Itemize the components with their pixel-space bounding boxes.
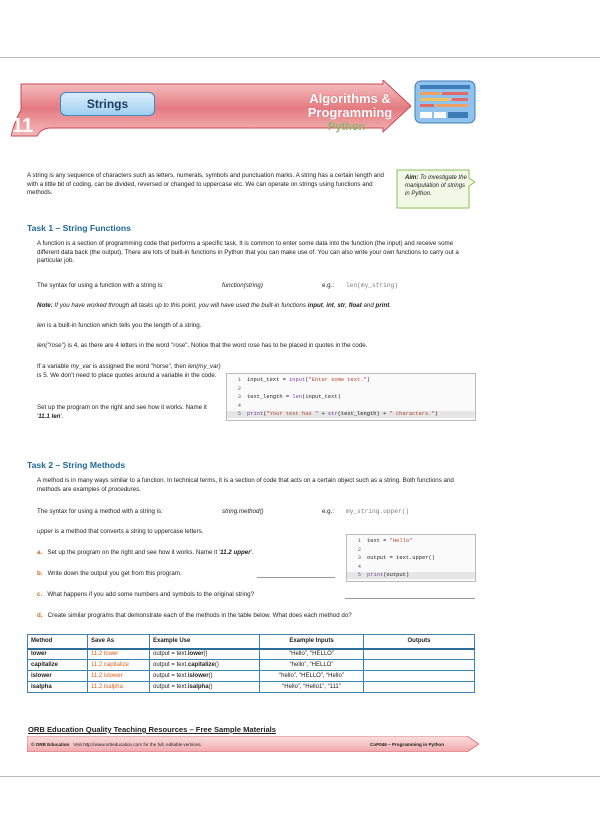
cell-example-use: output = text.islower() bbox=[150, 671, 260, 682]
task1-var-paragraph bbox=[37, 363, 222, 380]
line-number: 2 bbox=[237, 385, 241, 392]
course-subtitle: Python bbox=[328, 121, 366, 133]
line-number: 5 bbox=[237, 411, 241, 417]
footer-copyright: © ORB Education bbox=[31, 742, 70, 747]
line-code: print("Your text has " + str(text_length) + " characters.") bbox=[247, 411, 438, 417]
task2-p1-em: procedures bbox=[108, 485, 140, 493]
note-fn-print: print bbox=[375, 302, 390, 309]
item-a-text: Set up the program on the right and see how it works. Name it ' bbox=[47, 549, 221, 556]
cell-save-as: 11.2 lower bbox=[88, 649, 150, 660]
setup-text: Set up the program on the right and see how it works. Name it ' bbox=[37, 404, 207, 420]
footer-title: ORB Education Quality Teaching Resources – Free Sample Materials bbox=[28, 725, 276, 734]
footer-visit: Visit http://www.orbeducation.com for the full, editable versions. bbox=[73, 742, 202, 747]
cell-example-use: output = text.lower() bbox=[150, 649, 260, 660]
upper-word: upper bbox=[37, 528, 53, 535]
task2-intro-paragraph: A method is in many ways similar to a function. In technical terms, it is a section of code that acts on a certain object such as a string. Both functions and methods are examples of procedures. bbox=[37, 477, 454, 493]
cell-example-use: output = text.isalpha() bbox=[150, 682, 260, 693]
cell-example-inputs: “hello”, “HELLO” bbox=[260, 660, 364, 671]
setup-program-name: 11.1 len bbox=[38, 412, 61, 420]
cell-example-inputs: “Hello”, “HELLO” bbox=[260, 649, 364, 660]
table-row bbox=[28, 660, 475, 671]
cell-example-inputs: “hello”, “HELLO”, “Hello” bbox=[260, 671, 364, 682]
task1-code-editor[interactable] bbox=[226, 373, 476, 421]
task2-eg-value: my_string.upper() bbox=[346, 508, 410, 515]
task2-syntax-value: string.method() bbox=[222, 508, 264, 515]
code-line[interactable] bbox=[227, 411, 475, 418]
intro-paragraph: A string is any sequence of characters such as letters, numerals, symbols and punctuation marks. A string has a certain length and with a little bit of coding, can be divided, reversed or changed to uppercase etc. We can operate on strings using functions and methods. bbox=[27, 172, 384, 197]
item-c-letter: c. bbox=[37, 591, 43, 598]
line-code: print(output) bbox=[367, 572, 410, 578]
task2-heading: Task 2 – String Methods bbox=[27, 460, 126, 470]
task2-item-b bbox=[37, 570, 182, 579]
rose-text: is 4, as there are 4 letters in the word "rose". Notice that the word bbox=[67, 342, 246, 349]
cell-method: capitalize bbox=[28, 660, 88, 671]
note-text: If you have worked through all tasks up to this point, you will have used the built-in functions bbox=[54, 302, 306, 309]
note-and: and bbox=[363, 302, 374, 309]
task1-syntax-value: function(string) bbox=[222, 282, 263, 289]
line-number: 1 bbox=[237, 377, 241, 383]
code-window-logo-icon bbox=[414, 80, 476, 124]
task1-note: Note: If you have worked through all tasks up to this point, you will have used the built-in functions input, int, str, float and print. bbox=[37, 302, 392, 309]
len-desc: is a built-in function which tells you the length of a string. bbox=[47, 322, 202, 329]
cell-example-use: output = text.capitalize() bbox=[150, 660, 260, 671]
line-number: 4 bbox=[357, 563, 361, 570]
task1-setup-paragraph bbox=[37, 404, 217, 421]
code-line[interactable] bbox=[347, 564, 475, 571]
header-outputs: Outputs bbox=[364, 635, 475, 649]
course-title bbox=[300, 92, 400, 120]
rose-expr: len("rose") bbox=[37, 342, 66, 349]
table-header-row bbox=[28, 635, 475, 649]
item-b-text: Write down the output you get from this program. bbox=[47, 570, 182, 577]
item-b-letter: b. bbox=[37, 570, 43, 577]
len-word: len bbox=[37, 322, 46, 329]
item-a-letter: a. bbox=[37, 549, 43, 556]
line-number: 2 bbox=[357, 546, 361, 553]
task1-rose-paragraph bbox=[37, 342, 477, 351]
task1-heading: Task 1 – String Functions bbox=[27, 223, 131, 233]
cell-outputs[interactable] bbox=[364, 660, 475, 671]
line-code: input_text = input("Enter some text.") bbox=[247, 377, 370, 383]
note-label: Note: bbox=[37, 302, 53, 309]
line-number: 3 bbox=[357, 555, 361, 561]
cell-outputs[interactable] bbox=[364, 649, 475, 660]
header-save-as: Save As bbox=[88, 635, 150, 649]
setup-end: '. bbox=[60, 412, 64, 420]
item-d-text: Create similar programs that demonstrate each of the methods in the table below. What does each method do? bbox=[47, 612, 352, 619]
aim-label: Aim: bbox=[405, 175, 419, 181]
code-line[interactable] bbox=[227, 403, 475, 410]
line-number: 4 bbox=[237, 402, 241, 409]
task1-len-paragraph bbox=[37, 322, 201, 331]
code-line[interactable] bbox=[347, 555, 475, 562]
item-c-answer-line[interactable] bbox=[345, 598, 475, 599]
var-expr: len(my_var) bbox=[187, 363, 221, 370]
cell-method: islower bbox=[28, 671, 88, 682]
item-a-tail: '. bbox=[250, 549, 254, 556]
task2-syntax-label: The syntax for using a method with a string is: bbox=[37, 508, 163, 515]
cell-example-inputs: “Hello”, “Hello1”, “111” bbox=[260, 682, 364, 693]
cell-outputs[interactable] bbox=[364, 671, 475, 682]
task2-eg-label: e.g.: bbox=[322, 508, 335, 515]
item-d-letter: d. bbox=[37, 612, 43, 619]
header-example-use: Example Use bbox=[150, 635, 260, 649]
task2-upper-paragraph bbox=[37, 528, 203, 537]
rose-tail: has to be placed in quotes in the code. bbox=[261, 342, 368, 349]
var-name: my_var bbox=[70, 363, 92, 370]
task1-eg-value: len(my_string) bbox=[346, 282, 398, 289]
task2-p1: A method is in many ways similar to a function. In technical terms, it is a section of code that acts on a certain object such as a string. Both functions and methods are examples of bbox=[37, 477, 454, 493]
course-title-line2: Programming bbox=[307, 105, 393, 120]
note-fn-input: input bbox=[307, 302, 323, 309]
footer-left-text bbox=[31, 742, 202, 747]
cell-outputs[interactable] bbox=[364, 682, 475, 693]
line-code: text_length = len(input_text) bbox=[247, 394, 341, 400]
var-p1: If a variable bbox=[37, 363, 69, 370]
line-number: 1 bbox=[357, 538, 361, 544]
task1-intro-paragraph: A function is a section of programming code that performs a specific task. It is common to enter some data into the function (the input) and receive some different data back (the output). There are lots of built-in functions in Python that you can make use of. You can also write your own functions to carry out a particular job. bbox=[37, 240, 459, 265]
chapter-number: 11 bbox=[12, 115, 34, 137]
line-code: text = "Hello" bbox=[367, 538, 413, 544]
header-method: Method bbox=[28, 635, 88, 649]
task1-eg-label: e.g.: bbox=[322, 282, 335, 289]
item-b-answer-line[interactable] bbox=[257, 577, 335, 578]
note-fn-int: int bbox=[326, 302, 334, 309]
task2-code-editor[interactable] bbox=[346, 534, 476, 582]
footer-course-code: CoP046 – Programming in Python bbox=[370, 742, 445, 747]
table-row bbox=[28, 649, 475, 660]
var-p3: is 5. We don't need to place quotes around a variable in the code. bbox=[37, 371, 217, 379]
var-p2: is assigned the word "horse", then bbox=[92, 363, 187, 370]
code-line[interactable] bbox=[347, 572, 475, 579]
code-line[interactable] bbox=[227, 394, 475, 401]
cell-save-as: 11.2 islower bbox=[88, 671, 150, 682]
task2-item-c bbox=[37, 591, 254, 600]
aim-body: To investigate the manipulation of strings in Python. bbox=[405, 175, 467, 197]
cell-save-as: 11.2 capitalize bbox=[88, 660, 150, 671]
rose-word: rose bbox=[247, 342, 260, 349]
code-line[interactable] bbox=[347, 538, 475, 545]
code-line[interactable] bbox=[227, 377, 475, 384]
table-row bbox=[28, 682, 475, 693]
note-fn-float: float bbox=[348, 302, 362, 309]
line-number: 5 bbox=[357, 572, 361, 578]
task1-syntax-label: The syntax for using a function with a string is: bbox=[37, 282, 164, 289]
header-example-inputs: Example Inputs bbox=[260, 635, 364, 649]
task2-item-a bbox=[37, 549, 254, 558]
course-title-line1: Algorithms & bbox=[309, 91, 391, 106]
cell-method: isalpha bbox=[28, 682, 88, 693]
table-row bbox=[28, 671, 475, 682]
cell-save-as: 11.2 isalpha bbox=[88, 682, 150, 693]
item-c-text: What happens if you add some numbers and symbols to the original string? bbox=[47, 591, 255, 598]
code-line[interactable] bbox=[347, 547, 475, 554]
code-line[interactable] bbox=[227, 386, 475, 393]
note-fn-str: str bbox=[337, 302, 346, 309]
line-number: 3 bbox=[237, 394, 241, 400]
task2-item-d bbox=[37, 612, 482, 621]
upper-desc: is a method that converts a string to uppercase letters. bbox=[54, 528, 204, 535]
item-a-bold: 11.2 upper bbox=[220, 549, 251, 556]
methods-table bbox=[27, 634, 475, 693]
aim-text bbox=[405, 174, 469, 198]
cell-method: lower bbox=[28, 649, 88, 660]
topic-title: Strings bbox=[60, 92, 155, 116]
line-code: output = text.upper() bbox=[367, 555, 435, 561]
